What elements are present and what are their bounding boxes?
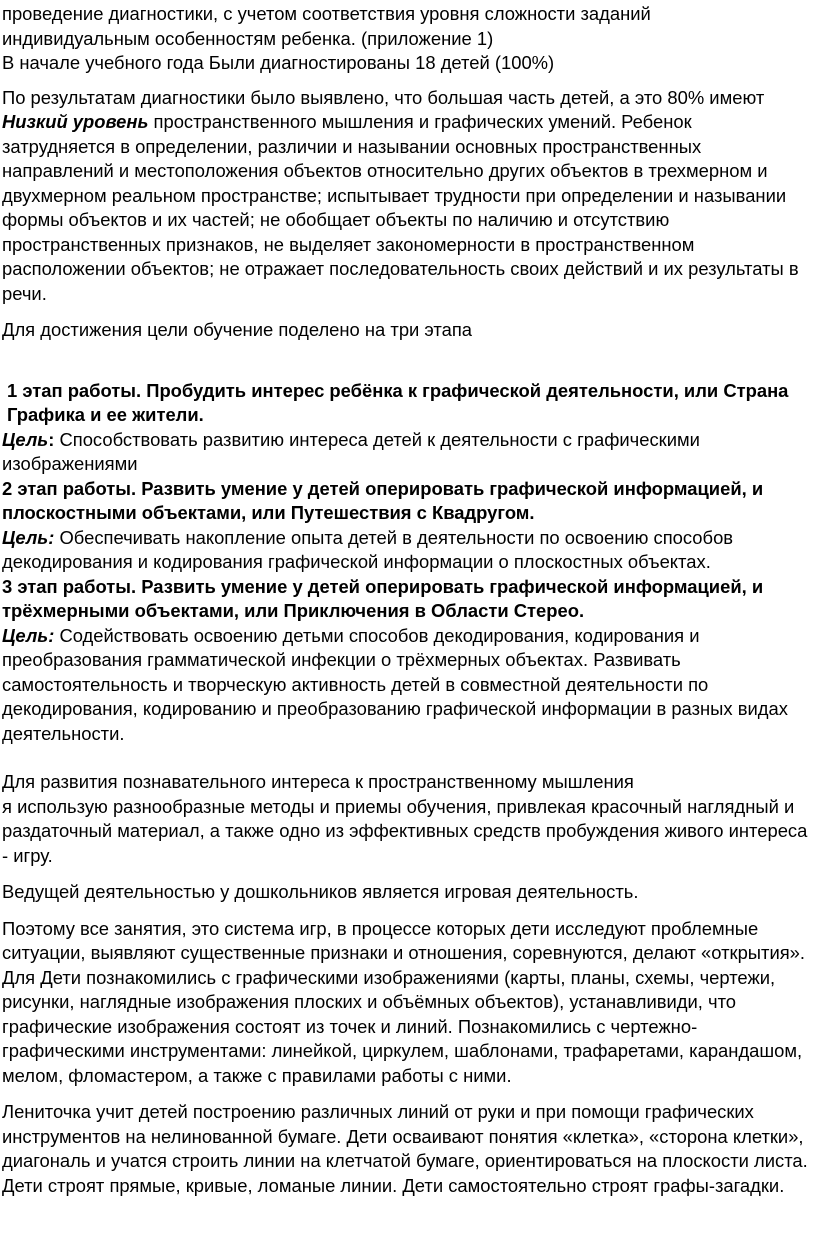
stage-2-title-text: 2 этап работы. Развить умение у детей оперировать графической информацией, и плоскостными объектами, или Путешествия с Квадругом. — [2, 477, 764, 523]
stage-2-goal — [2, 526, 808, 575]
intro-line-3: В начале учебного года Были диагностированы 18 детей (100%) — [2, 52, 555, 73]
stage-3-title-text: 3 этап работы. Развить умение у детей оперировать графической информацией, и трёхмерными объектами, или Приключения в Области Стерео. — [2, 575, 764, 621]
diagnostics-text-rest: пространственного мышления и графических умений. Ребенок затрудняется в определении, различии и назывании основных пространственных направлений и местоположения объектов относительно других объектов в трехмерном и двухмерном реальном пространстве; испытывает трудности при определении и назывании формы объектов и их частей; не обобщает объекты по наличию и отсутствию пространственных признаков, не выделяет закономерности в пространственном расположении объектов; не отражает последовательность своих действий и их результаты в речи. — [2, 111, 799, 304]
stage-1-goal-text: Способствовать развитию интереса детей к деятельности с графическими изображениями — [2, 428, 700, 474]
interest-paragraph — [2, 770, 808, 868]
stage-2-goal-text: Обеспечивать накопление опыта детей в деятельности по освоению способов декодирования и кодирования графической информации о плоскостных объектах. — [2, 526, 734, 572]
stage-1-title — [2, 379, 808, 428]
leading-activity-paragraph: Ведущей деятельностью у дошкольников является игровая деятельность. — [2, 881, 639, 902]
stage-3-goal-text: Содействовать освоению детьми способов декодирования, кодирования и преобразования грамматической инфекции о трёхмерных объектах. Развивать самостоятельность и творческую активность детей в совместной деятельности по декодирования, кодированию и преобразованию графической информации в разных видах деятельности. — [2, 624, 788, 744]
stage-1-title-text: 1 этап работы. Пробудить интерес ребёнка к графической деятельности, или Страна Графика и ее жители. — [7, 379, 789, 425]
stage-3-goal — [2, 624, 808, 747]
stage-2-title — [2, 477, 808, 526]
intro-line-2: индивидуальным особенностям ребенка. (приложение 1) — [2, 27, 494, 49]
intro-paragraph — [2, 2, 808, 76]
interest-rest: я использую разнообразные методы и приемы обучения, привлекая красочный наглядный и раздаточный материал, а также одно из эффективных средств пробуждения живого интереса - игру. — [2, 795, 808, 866]
games-paragraph: Поэтому все занятия, это система игр, в процессе которых дети исследуют проблемные ситуации, выявляют существенные признаки и отношения, соревнуются, делают «открытия». Для Дети познакомились с графическими изображениями (карты, планы, схемы, чертежи, рисунки, наглядные изображения плоских и объёмных объектов), устанавливиди, что графические изображения состоят из точек и линий. Познакомились с чертежно-графическими инструментами: линейкой, циркулем, шаблонами, трафаретами, карандашом, мелом, фломастером, а также с правилами работы с ними. — [2, 917, 806, 1086]
diagnostics-paragraph — [2, 86, 808, 307]
stage-3-title — [2, 575, 808, 624]
diagnostics-text-start: По результатам диагностики было выявлено, что большая часть детей, а это 80% имеют — [2, 86, 765, 108]
goal-label: Цель: — [2, 624, 55, 646]
goal-label: Цель: — [2, 526, 55, 548]
stages-intro: Для достижения цели обучение поделено на три этапа — [2, 319, 473, 340]
intro-line-1: проведение диагностики, с учетом соответствия уровня сложности заданий — [2, 3, 651, 24]
lines-paragraph: Лениточка учит детей построению различных линий от руки и при помощи графических инструментов на нелинованной бумаге. Дети осваивают понятия «клетка», «сторона клетки», диагональ и учатся строить линии на клетчатой бумаге, ориентироваться на плоскости листа. Дети строят прямые, кривые, ломаные линии. Дети самостоятельно строят графы-загадки. — [2, 1101, 808, 1196]
interest-line-1: Для развития познавательного интереса к пространственному мышления — [2, 771, 634, 792]
low-level-emphasis: Низкий уровень — [2, 111, 149, 132]
stage-1-goal: Цель: Способствовать развитию интереса детей к деятельности с графическими изображениями — [2, 428, 700, 474]
goal-label: Цель — [2, 428, 49, 450]
